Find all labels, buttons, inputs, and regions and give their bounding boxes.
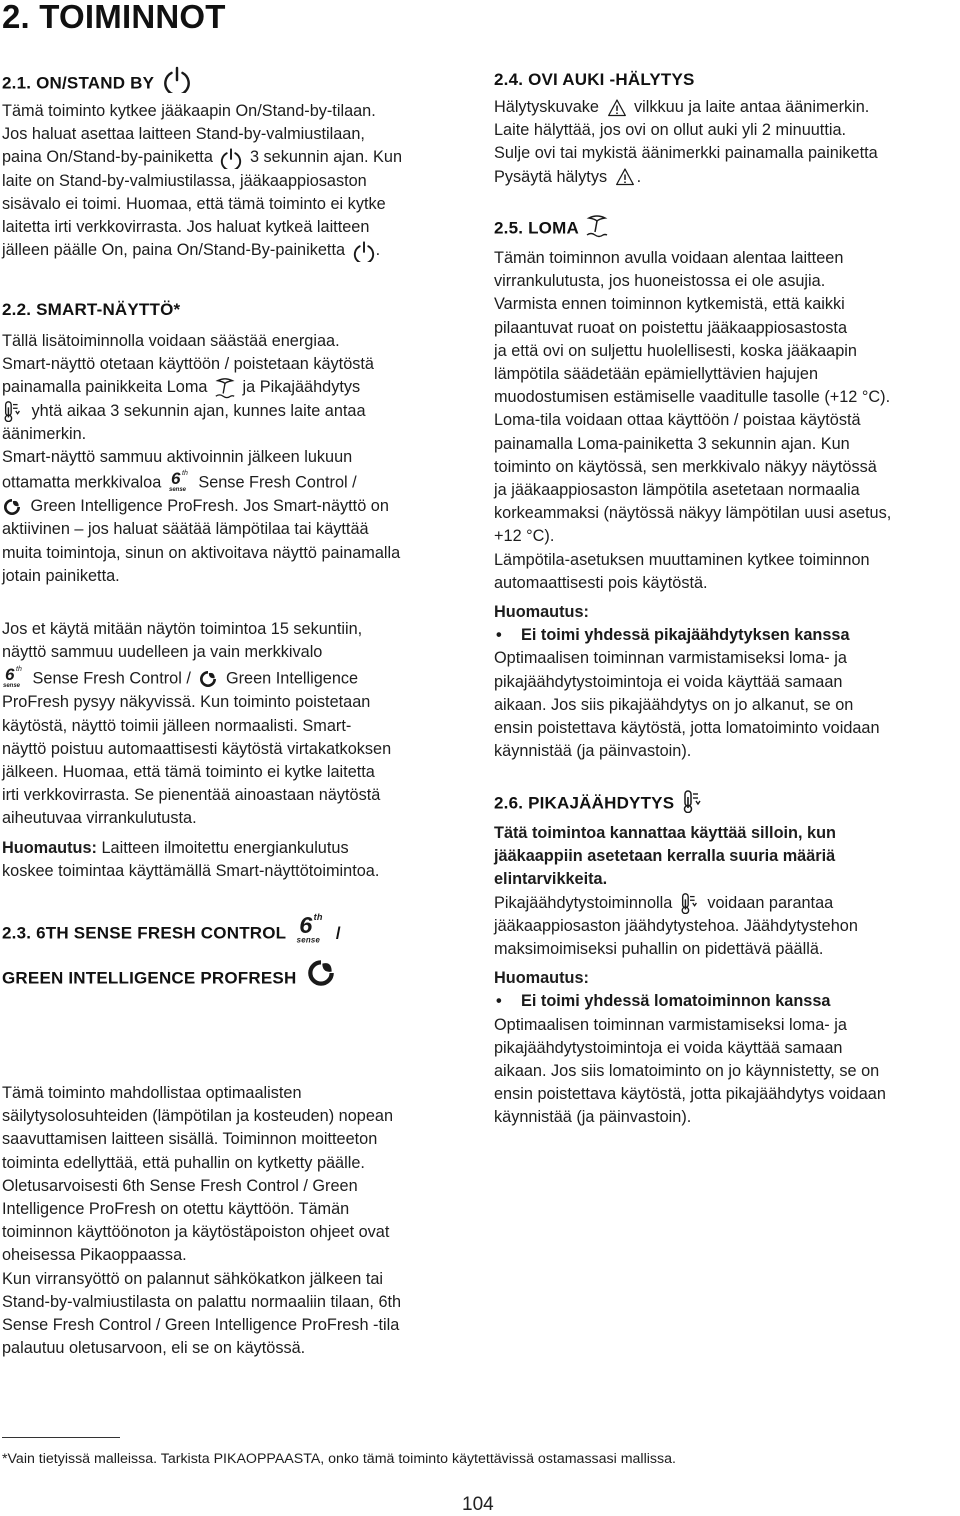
section-door-alarm (494, 70, 956, 186)
text-line: Tämän toiminnon avulla voidaan alentaa laitteen (494, 249, 844, 267)
text-line: Sense Fresh Control / Green Intelligence ProFresh -tila (2, 1316, 400, 1335)
text-line: aikaan. Jos siis lomatoiminto on jo käynnistetty, se on (494, 1062, 880, 1081)
text-line: automaattisesti pois käytöstä. (494, 573, 708, 592)
text-line: Laite hälyttää, jos ovi on ollut auki yli 2 minuuttia. (494, 121, 847, 140)
text-line: painamalla painikkeita Loma ja Pikajäähdytys (2, 376, 472, 399)
section-fast-cool (494, 792, 956, 1127)
text-line: Smart-näyttö sammuu aktivoinnin jälkeen lukuun (2, 448, 353, 467)
text-line: Optimaalisen toiminnan varmistamiseksi loma- ja (494, 1015, 847, 1034)
text-line: Intelligence ProFresh on otettu käyttöön. Tämän (2, 1200, 350, 1219)
power-icon (163, 65, 191, 93)
text-line: ensin poistettava käytöstä, jotta pikajäähdytys voidaan (494, 1085, 886, 1104)
fast-cool-icon (679, 892, 701, 914)
text-line: jääkaappiosaston jäähdytystehoa. Jäähdytystehon (494, 916, 858, 935)
text-line: säilytysolosuhteiden (lämpötilan ja kosteuden) nopean (2, 1107, 393, 1126)
note-bullet: • Ei toimi yhdessä lomatoiminnon kanssa (494, 990, 956, 1013)
text-line: muita toimintoja, sinun on aktivoitava näyttö painamalla (2, 543, 401, 562)
text-line: irti verkkovirrasta. Se pienentää ainoastaan näytöstä (2, 786, 381, 805)
svg-text:6: 6 (5, 665, 15, 685)
text-line: Hälytyskuvake vilkkuu ja laite antaa äänimerkin. (494, 98, 870, 116)
section-heading: 2.3. 6TH SENSE FRESH CONTROL (2, 923, 286, 943)
section-sixth-sense: 2.3. 6TH SENSE FRESH CONTROL 6 th sense / GREEN INTELLIGENCE PROFRESH Tämä toiminto mahdollistaa optimaalisten säilytysolosuhteiden (lämpötilan ja kosteuden) nopean saavuttamisen laitteen sisällä. Toiminnon moitteeton toiminta edellyttää, että puhallin on kytketty päälle. Oletusarvoisesti 6th Sense Fresh Control / Green Intelligence ProFresh on otettu käyttöön. Tämän toiminnon käyttöönoton ja käytöstäpoiston ohjeet ovat oheisessa Pikaoppaassa. Kun virransyöttö on palannut sähkökatkon jälkeen tai Stand-by-valmiustilasta on palattu normaaliin tilaan, 6th Sense Fresh Control / Green Intelligence ProFresh -tila palautuu oletusarvoon, eli se on käytössä. (2, 917, 472, 951)
text-line: Tämä toiminto kytkee jääkaapin On/Stand-by-tilaan. (2, 102, 376, 120)
text-line: näyttö poistuu automaattisesti käytöstä virtakatkoksen (2, 739, 392, 758)
text-line: toiminnon käyttöönoton ja käytöstäpoiston ohjeet ovat (2, 1223, 390, 1242)
svg-text:6: 6 (299, 912, 313, 939)
footnote: *Vain tietyissä malleissa. Tarkista PIKAOPPAASTA, onko tämä toiminto käytettävissä ostamassasi mallissa. (2, 1451, 676, 1467)
text-line: käytöstä, näyttö toimii jälleen normaalisti. Smart- (2, 716, 352, 735)
text-line: korkeammaksi (näytössä näkyy lämpötilan uusi asetus, (494, 504, 892, 523)
text-line: toiminto on käytössä, sen merkkivalo näkyy näytössä (494, 457, 877, 476)
svg-text:sense: sense (168, 487, 186, 493)
text-line: Varmista ennen toiminnon kytkemistä, että kaikki (494, 295, 845, 314)
text-line: ensin poistettava käytöstä, jotta lomatoiminto voidaan (494, 719, 880, 738)
bullet-dot: • (496, 992, 502, 1011)
note-bullet: • Ei toimi yhdessä pikajäähdytyksen kanssa (494, 624, 956, 647)
text-line: ja että ovi on suljettu huolellisesti, koska jääkaapin (494, 341, 857, 360)
sixth-sense-icon (295, 911, 327, 945)
text-line: +12 °C). (494, 527, 555, 546)
text-line: pilaantuvat ruoat on poistettu jääkaappiosastosta (494, 318, 848, 337)
text-line: sisävalo ei toimi. Huomaa, että tämä toiminto ei kytke (2, 194, 386, 213)
section-vacation (494, 217, 956, 761)
fast-cool-icon (681, 789, 705, 813)
text-line: Jos et käytä mitään näytön toimintoa 15 sekuntiin, (2, 620, 363, 639)
section-heading: 2.6. PIKAJÄÄHDYTYS (494, 793, 675, 813)
section-heading: 2.2. SMART-NÄYTTÖ* (2, 300, 181, 319)
text-line: äänimerkin. (2, 424, 87, 443)
text-line: laitetta irti verkkovirrasta. Jos haluat kytkeä laitteen (2, 218, 370, 237)
text-line: virrankulutusta, jos huoneistossa ei ole asujia. (494, 272, 826, 291)
section-smart-display (2, 300, 472, 880)
svg-text:th: th (313, 912, 323, 923)
text-line: palautuu oletusarvoon, eli se on käytössä. (2, 1339, 306, 1358)
text-line: laite on Stand-by-valmiustilassa, jääkaappiosaston (2, 171, 367, 190)
text-line: Smart-näyttö otetaan käyttöön / poistetaan käytöstä (2, 355, 374, 374)
text-line: maksimoimiseksi puhallin on pidettävä päällä. (494, 940, 824, 959)
text-line: Sulje ovi tai mykistä äänimerkki painamalla painiketta (494, 144, 878, 163)
text-line: aiheutuvaa virrankulutusta. (2, 809, 197, 828)
note-label: Huomautus: (494, 969, 589, 988)
text-line: Lämpötila-asetuksen muuttaminen kytkee toiminnon (494, 550, 870, 569)
bullet-dot: • (496, 626, 502, 645)
svg-text:th: th (16, 666, 22, 674)
text-line: Tätä toimintoa kannattaa käyttää silloin, kun (494, 824, 836, 842)
svg-text:sense: sense (3, 683, 21, 689)
note-label: Huomautus: (2, 838, 97, 857)
green-intelligence-icon (198, 669, 218, 689)
text-line: paina On/Stand-by-painiketta 3 sekunnin ajan. Kun (2, 146, 472, 169)
text-line: näyttö sammuu uudelleen ja vain merkkivalo (2, 643, 323, 662)
text-line: koskee toimintaa käyttämällä Smart-näyttötoimintoa. (2, 861, 380, 880)
text-line: Oletusarvoisesti 6th Sense Fresh Control / Green (2, 1176, 358, 1195)
text-line: Loma-tila voidaan ottaa käyttöön / poistaa käytöstä (494, 411, 861, 430)
page-title: 2. TOIMINNOT (2, 0, 226, 35)
section-heading: 2.4. OVI AUKI -HÄLYTYS (494, 70, 695, 89)
vacation-icon (214, 377, 236, 399)
section-heading: 2.1. ON/STAND BY (2, 73, 154, 93)
text-line: jääkaappiin asetetaan kerralla suuria määriä (494, 847, 836, 866)
note-line: Huomautus: Laitteen ilmoitettu energiankulutus (2, 838, 349, 857)
text-line: elintarvikkeita. (494, 870, 608, 889)
section-heading: 2.5. LOMA (494, 218, 579, 238)
vacation-icon (585, 214, 609, 238)
text-line: saavuttamisen laitteen sisällä. Toiminnon moitteeton (2, 1130, 378, 1149)
text-line: Green Intelligence ProFresh. Jos Smart-näyttö on (2, 495, 472, 518)
text-line: lämpötila säädetään epämiellyttävien hajujen (494, 365, 819, 384)
text-line: jälkeen. Huomaa, että tämä toiminto ei kytke laitetta (2, 763, 375, 782)
footnote-divider (2, 1437, 120, 1438)
text-line: aktiivinen – jos haluat säätää lämpötilaa tai käyttää (2, 520, 369, 539)
power-icon (353, 240, 375, 262)
note-label: Huomautus: (494, 603, 589, 622)
text-line: Kun virransyöttö on palannut sähkökatkon jälkeen tai (2, 1269, 384, 1288)
text-line: yhtä aikaa 3 sekunnin ajan, kunnes laite antaa (2, 400, 472, 423)
text-line: jälleen päälle On, paina On/Stand-By-painiketta . (2, 239, 472, 262)
svg-text:th: th (181, 470, 188, 478)
section-heading: GREEN INTELLIGENCE PROFRESH (2, 968, 297, 988)
text-line: Pikajäähdytystoiminnolla voidaan parantaa (494, 892, 956, 915)
text-line: toiminta edellyttää, että puhallin on kytketty päälle. (2, 1153, 365, 1172)
text-line: 6 th sense Sense Fresh Control / Green Intelligence (3, 665, 359, 689)
sixth-sense-icon (168, 468, 192, 492)
text-line: Optimaalisen toiminnan varmistamiseksi loma- ja (494, 649, 847, 668)
text-line: pikajäähdytystoimintoja ei voida käyttää samaan (494, 672, 843, 691)
text-line: Stand-by-valmiustilasta on palattu normaaliin tilaan, 6th (2, 1292, 402, 1311)
text-line: aikaan. Jos siis pikajäähdytys on jo alkanut, se on (494, 695, 854, 714)
fast-cool-icon (2, 400, 24, 422)
text-line: ja jääkaappiosaston lämpötila asetetaan normaalia (494, 481, 860, 500)
text-line: pikajäähdytystoimintoja ei voida käyttää samaan (494, 1038, 843, 1057)
green-intelligence-icon (305, 957, 337, 989)
text-line: Jos haluat asettaa laitteen Stand-by-valmiustilaan, (2, 125, 365, 144)
text-line: oheisessa Pikaoppaassa. (2, 1246, 187, 1265)
text-line: ottamatta merkkivaloa 6 th sense Sense Fresh Control / (2, 469, 357, 493)
text-line: ProFresh pysyy näkyvissä. Kun toiminto poistetaan (2, 693, 371, 712)
green-intelligence-icon (2, 497, 22, 517)
text-line: muodostumisen estämiselle vaaditulle tasolle (+12 °C). (494, 388, 891, 407)
sixth-sense-icon (2, 664, 26, 688)
text-line: jotain painiketta. (2, 566, 120, 585)
svg-text:6: 6 (170, 469, 181, 489)
svg-text:sense: sense (296, 935, 321, 945)
text-line: Pysäytä hälytys . (494, 167, 642, 186)
text-line: Tällä lisätoiminnolla voidaan säästää energiaa. (2, 332, 340, 350)
text-line: käynnistää (ja päinvastoin). (494, 742, 692, 761)
text-line: painamalla Loma-painiketta 3 sekunnin ajan. Kun (494, 434, 850, 453)
alarm-triangle-icon (614, 167, 636, 187)
power-icon (220, 147, 242, 169)
page-number: 104 (462, 1494, 494, 1515)
alarm-triangle-icon (606, 98, 628, 118)
text-line: Tämä toiminto mahdollistaa optimaalisten (2, 1084, 302, 1102)
text-line: käynnistää (ja päinvastoin). (494, 1108, 692, 1127)
